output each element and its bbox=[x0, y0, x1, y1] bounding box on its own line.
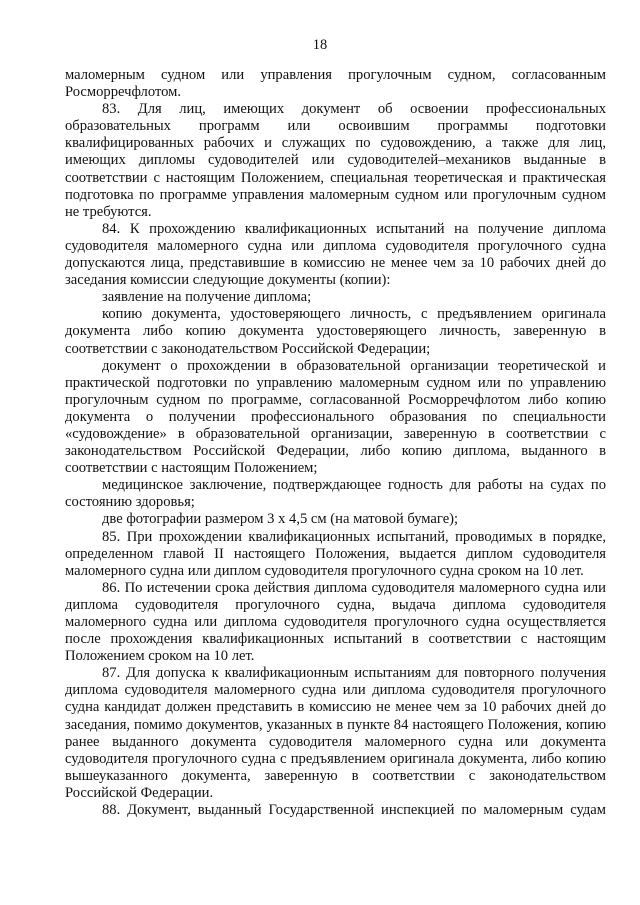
page-number: 18 bbox=[312, 37, 328, 53]
paragraph-continuation: маломерным судном или управления прогулочным судном, согласованным Росморречфлотом. bbox=[65, 67, 606, 101]
paragraph-84-item-photos: две фотографии размером 3 х 4,5 см (на матовой бумаге); bbox=[102, 511, 459, 528]
paragraph-83: 83. Для лиц, имеющих документ об освоении профессиональных образовательных программ или освоившим программы подготовки квалифицированных рабочих и служащих по судовождению, а также для лиц, имеющих дипломы судоводителей или судоводителей–механиков выданные в соответствии с настоящим Положением, специальная теоретическая и практическая подготовка по программе управления маломерным судном или прогулочным судном не требуются. bbox=[65, 101, 606, 220]
paragraph-84: 84. К прохождению квалификационных испытаний на получение диплома судоводителя маломерного судна или диплома судоводителя прогулочного судна допускаются лица, представившие в комиссию не менее чем за 10 рабочих дней до заседания комиссии следующие документы (копии): bbox=[65, 220, 606, 289]
paragraph-87: 87. Для допуска к квалификационным испытаниям для повторного получения диплома судоводителя маломерного судна или диплома судоводителя прогулочного судна кандидат должен представить в комиссию не менее чем за 10 рабочих дней до заседания, помимо документов, указанных в пункте 84 настоящего Положения, копию ранее выданного документа судоводителя маломерного судна или документа судоводителя прогулочного судна с предъявлением оригинала документа, либо копию вышеуказанного документа, заверенную в соответствии с законодательством Российской Федерации. bbox=[65, 665, 606, 801]
paragraph-84-item-training: документ о прохождении в образовательной организации теоретической и практической подготовки по управлению маломерным судном или по управлению прогулочным судном по программе, согласованной Росморречфлотом либо копию документа о получении профессионального образования по специальности «судовождение» в образовательной организации, заверенную в соответствии с законодательством Российской Федерации, либо копию диплома, выданного в соответствии с настоящим Положением; bbox=[65, 357, 606, 477]
paragraph-88: 88. Документ, выданный Государственной инспекцией по маломерным судам bbox=[102, 802, 606, 819]
paragraph-85: 85. При прохождении квалификационных испытаний, проводимых в порядке, определенном главой II настоящего Положения, выдается диплом судоводителя маломерного судна или диплом судоводителя прогулочного судна сроком на 10 лет. bbox=[65, 528, 606, 579]
paragraph-84-item-identity: копию документа, удостоверяющего личность, с предъявлением оригинала документа либо копию документа удостоверяющего личность, заверенную в соответствии с законодательством Российской Федерации; bbox=[65, 306, 606, 357]
document-body bbox=[65, 67, 606, 819]
paragraph-84-item-application: заявление на получение диплома; bbox=[102, 289, 312, 306]
paragraph-84-item-medical: медицинское заключение, подтверждающее годность для работы на судах по состоянию здоровья; bbox=[65, 477, 606, 511]
paragraph-86: 86. По истечении срока действия диплома судоводителя маломерного судна или диплома судоводителя прогулочного судна, выдача диплома судоводителя маломерного судна или диплома судоводителя прогулочного судна осуществляется после прохождения квалификационных испытаний в соответствии с настоящим Положением сроком на 10 лет. bbox=[65, 579, 606, 665]
